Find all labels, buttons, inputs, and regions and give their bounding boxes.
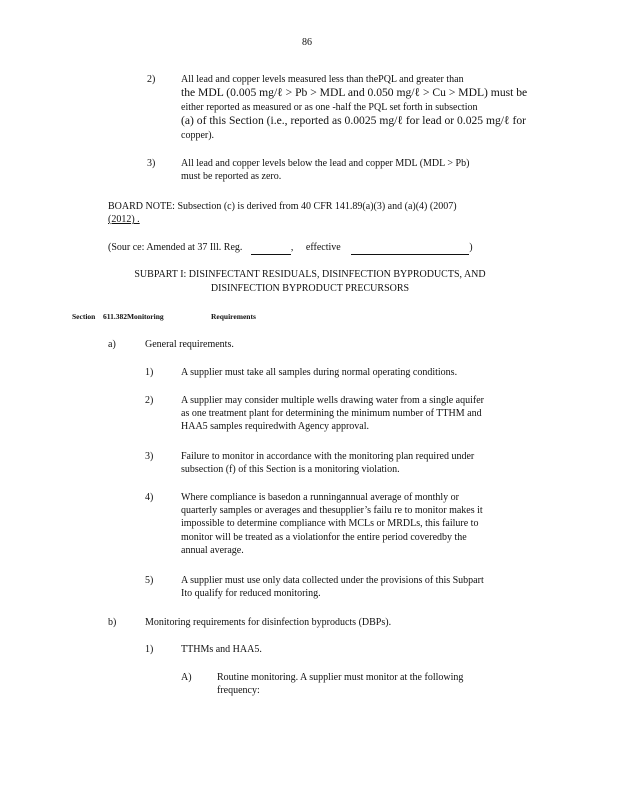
paragraph-line: quarterly samples or averages and thesupplier’s failu re to monitor makes it (181, 505, 483, 516)
subsection-heading: Monitoring requirements for disinfection byproducts (DBPs). (145, 617, 392, 628)
paragraph-line: Failure to monitor in accordance with the monitoring plan required under (181, 451, 475, 462)
paragraph-line: subsection (f) of this Section is a monitoring violation. (181, 464, 400, 475)
board-note-line2 (108, 213, 140, 227)
paragraph-line: monitor will be treated as a violationfor the entire period coveredby the (181, 532, 467, 543)
paragraph-line: A supplier may consider multiple wells drawing water from a single aquifer (181, 395, 484, 406)
paragraph-line: Ito qualify for reduced monitoring. (181, 588, 321, 599)
subsection-letter: a) (108, 339, 116, 350)
item-number: 3) (145, 451, 154, 462)
effective-date-blank (351, 240, 469, 255)
item-number: 5) (145, 575, 154, 586)
page-number: 86 (302, 37, 312, 48)
board-note-underlined-year: (2012) . (108, 214, 140, 225)
register-blank (251, 240, 291, 255)
paragraph-line: impossible to determine compliance with MCLs or MRDLs, this failure to (181, 518, 479, 529)
item-number: 4) (145, 492, 154, 503)
item-number: 1) (145, 644, 154, 655)
paragraph-line: copper). (181, 130, 215, 141)
paragraph-line: (a) of this Section (i.e., reported as 0.0025 mg/ℓ for lead or 0.025 mg/ℓ for (181, 114, 526, 127)
paragraph-line: frequency: (217, 685, 260, 696)
paragraph-line: HAA5 samples requiredwith Agency approval. (181, 421, 370, 432)
subsection-heading: General requirements. (145, 339, 234, 350)
paragraph-line: Routine monitoring. A supplier must monitor at the following (217, 672, 464, 683)
subsection-letter: b) (108, 617, 117, 628)
item-number: 2) (147, 74, 156, 85)
source-note (108, 240, 473, 255)
source-effective: effective (305, 242, 341, 253)
source-prefix: (Sour ce: Amended at 37 Ill. Reg. (108, 242, 243, 253)
paragraph-line: annual average. (181, 545, 244, 556)
section-title-requirements: Requirements (211, 312, 256, 321)
source-comma: , (290, 242, 294, 253)
paragraph-line: TTHMs and HAA5. (181, 644, 262, 655)
item-letter: A) (181, 672, 192, 683)
paragraph-line: must be reported as zero. (181, 171, 282, 182)
paragraph-line: as one treatment plant for determining the minimum number of TTHM and (181, 408, 482, 419)
paragraph-line: either reported as measured or as one -half the PQL set forth in subsection (181, 102, 478, 113)
paragraph-line: A supplier must use only data collected under the provisions of this Subpart (181, 575, 484, 586)
paragraph-line: All lead and copper levels below the lead and copper MDL (MDL > Pb) (181, 158, 470, 169)
subpart-heading: SUBPART I: DISINFECTANT RESIDUALS, DISINFECTION BYPRODUCTS, AND (134, 269, 486, 280)
subpart-heading-line2: DISINFECTION BYPRODUCT PRECURSORS (210, 283, 410, 294)
paragraph-line: A supplier must take all samples during normal operating conditions. (181, 367, 458, 378)
paragraph-line: Where compliance is basedon a runningannual average of monthly or (181, 492, 459, 503)
item-number: 3) (147, 158, 156, 169)
item-number: 2) (145, 395, 154, 406)
board-note: BOARD NOTE: Subsection (c) is derived from 40 CFR 141.89(a)(3) and (a)(4) (2007) (108, 201, 457, 212)
item-number: 1) (145, 367, 154, 378)
section-number-title: 611.382Monitoring (103, 312, 164, 321)
paragraph-line: All lead and copper levels measured less than thePQL and greater than (181, 74, 464, 85)
source-close: ) (469, 242, 473, 253)
paragraph-line: the MDL (0.005 mg/ℓ > Pb > MDL and 0.050 mg/ℓ > Cu > MDL) must be (181, 86, 528, 99)
section-label: Section (72, 312, 96, 321)
